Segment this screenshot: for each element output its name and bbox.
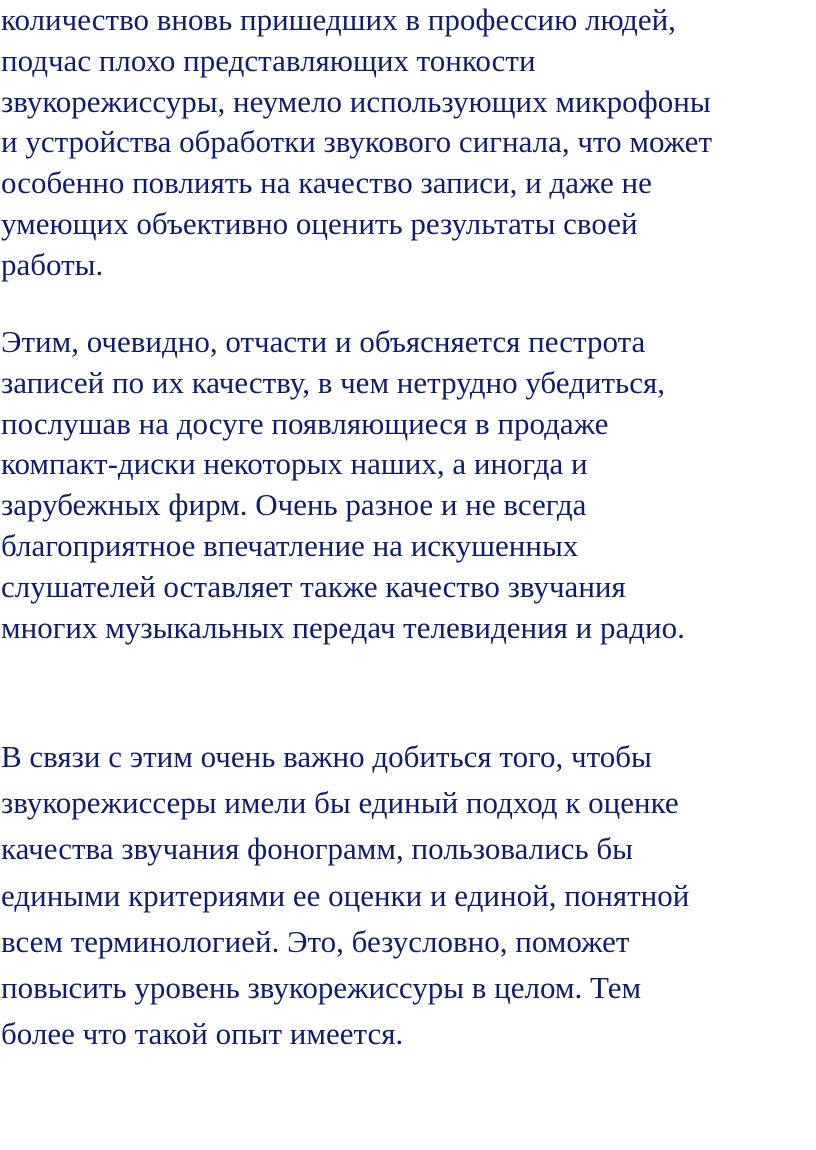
paragraph-line: зарубежных фирм. Очень разное и не всегда xyxy=(1,487,587,523)
paragraph-line: звукорежиссеры имели бы единый подход к оценке xyxy=(1,785,679,821)
paragraph-line: слушателей оставляет также качество звучания xyxy=(1,568,626,604)
paragraph-line: записей по их качеству, в чем нетрудно убедиться, xyxy=(1,364,665,400)
paragraph-line: Этим, очевидно, отчасти и объясняется пестрота xyxy=(1,324,646,359)
paragraph-1 xyxy=(1,0,813,286)
paragraph-line: количество вновь пришедших в профессию людей, xyxy=(1,2,676,37)
paragraph-line: едиными критериями ее оценки и единой, понятной xyxy=(1,877,690,913)
paragraph-line: послушав на досуге появляющиеся в продаже xyxy=(1,405,609,441)
paragraph-line: особенно повлиять на качество записи, и даже не xyxy=(1,165,652,201)
paragraph-line: В связи с этим очень важно добиться того, чтобы xyxy=(1,739,652,774)
paragraph-line: более что такой опыт имеется. xyxy=(1,1016,404,1052)
paragraph-line: работы. xyxy=(1,246,104,282)
paragraph-line: повысить уровень звукорежиссуры в целом. Тем xyxy=(1,970,642,1006)
paragraph-line: всем терминологией. Это, безусловно, поможет xyxy=(1,923,630,959)
paragraph-line: многих музыкальных передач телевидения и радио. xyxy=(1,609,685,645)
paragraph-line: и устройства обработки звукового сигнала, что может xyxy=(1,124,712,160)
paragraph-line: умеющих объективно оценить результаты своей xyxy=(1,205,638,241)
paragraph-line: подчас плохо представляющих тонкости xyxy=(1,42,536,78)
paragraph-3 xyxy=(1,734,813,1057)
paragraph-line: качества звучания фонограмм, пользовались бы xyxy=(1,831,633,867)
paragraph-line: благоприятное впечатление на искушенных xyxy=(1,527,579,563)
paragraph-line: компакт-диски некоторых наших, а иногда и xyxy=(1,446,588,482)
paragraph-line: звукорежиссуры, неумело использующих микрофоны xyxy=(1,83,711,119)
paragraph-2 xyxy=(1,322,813,648)
